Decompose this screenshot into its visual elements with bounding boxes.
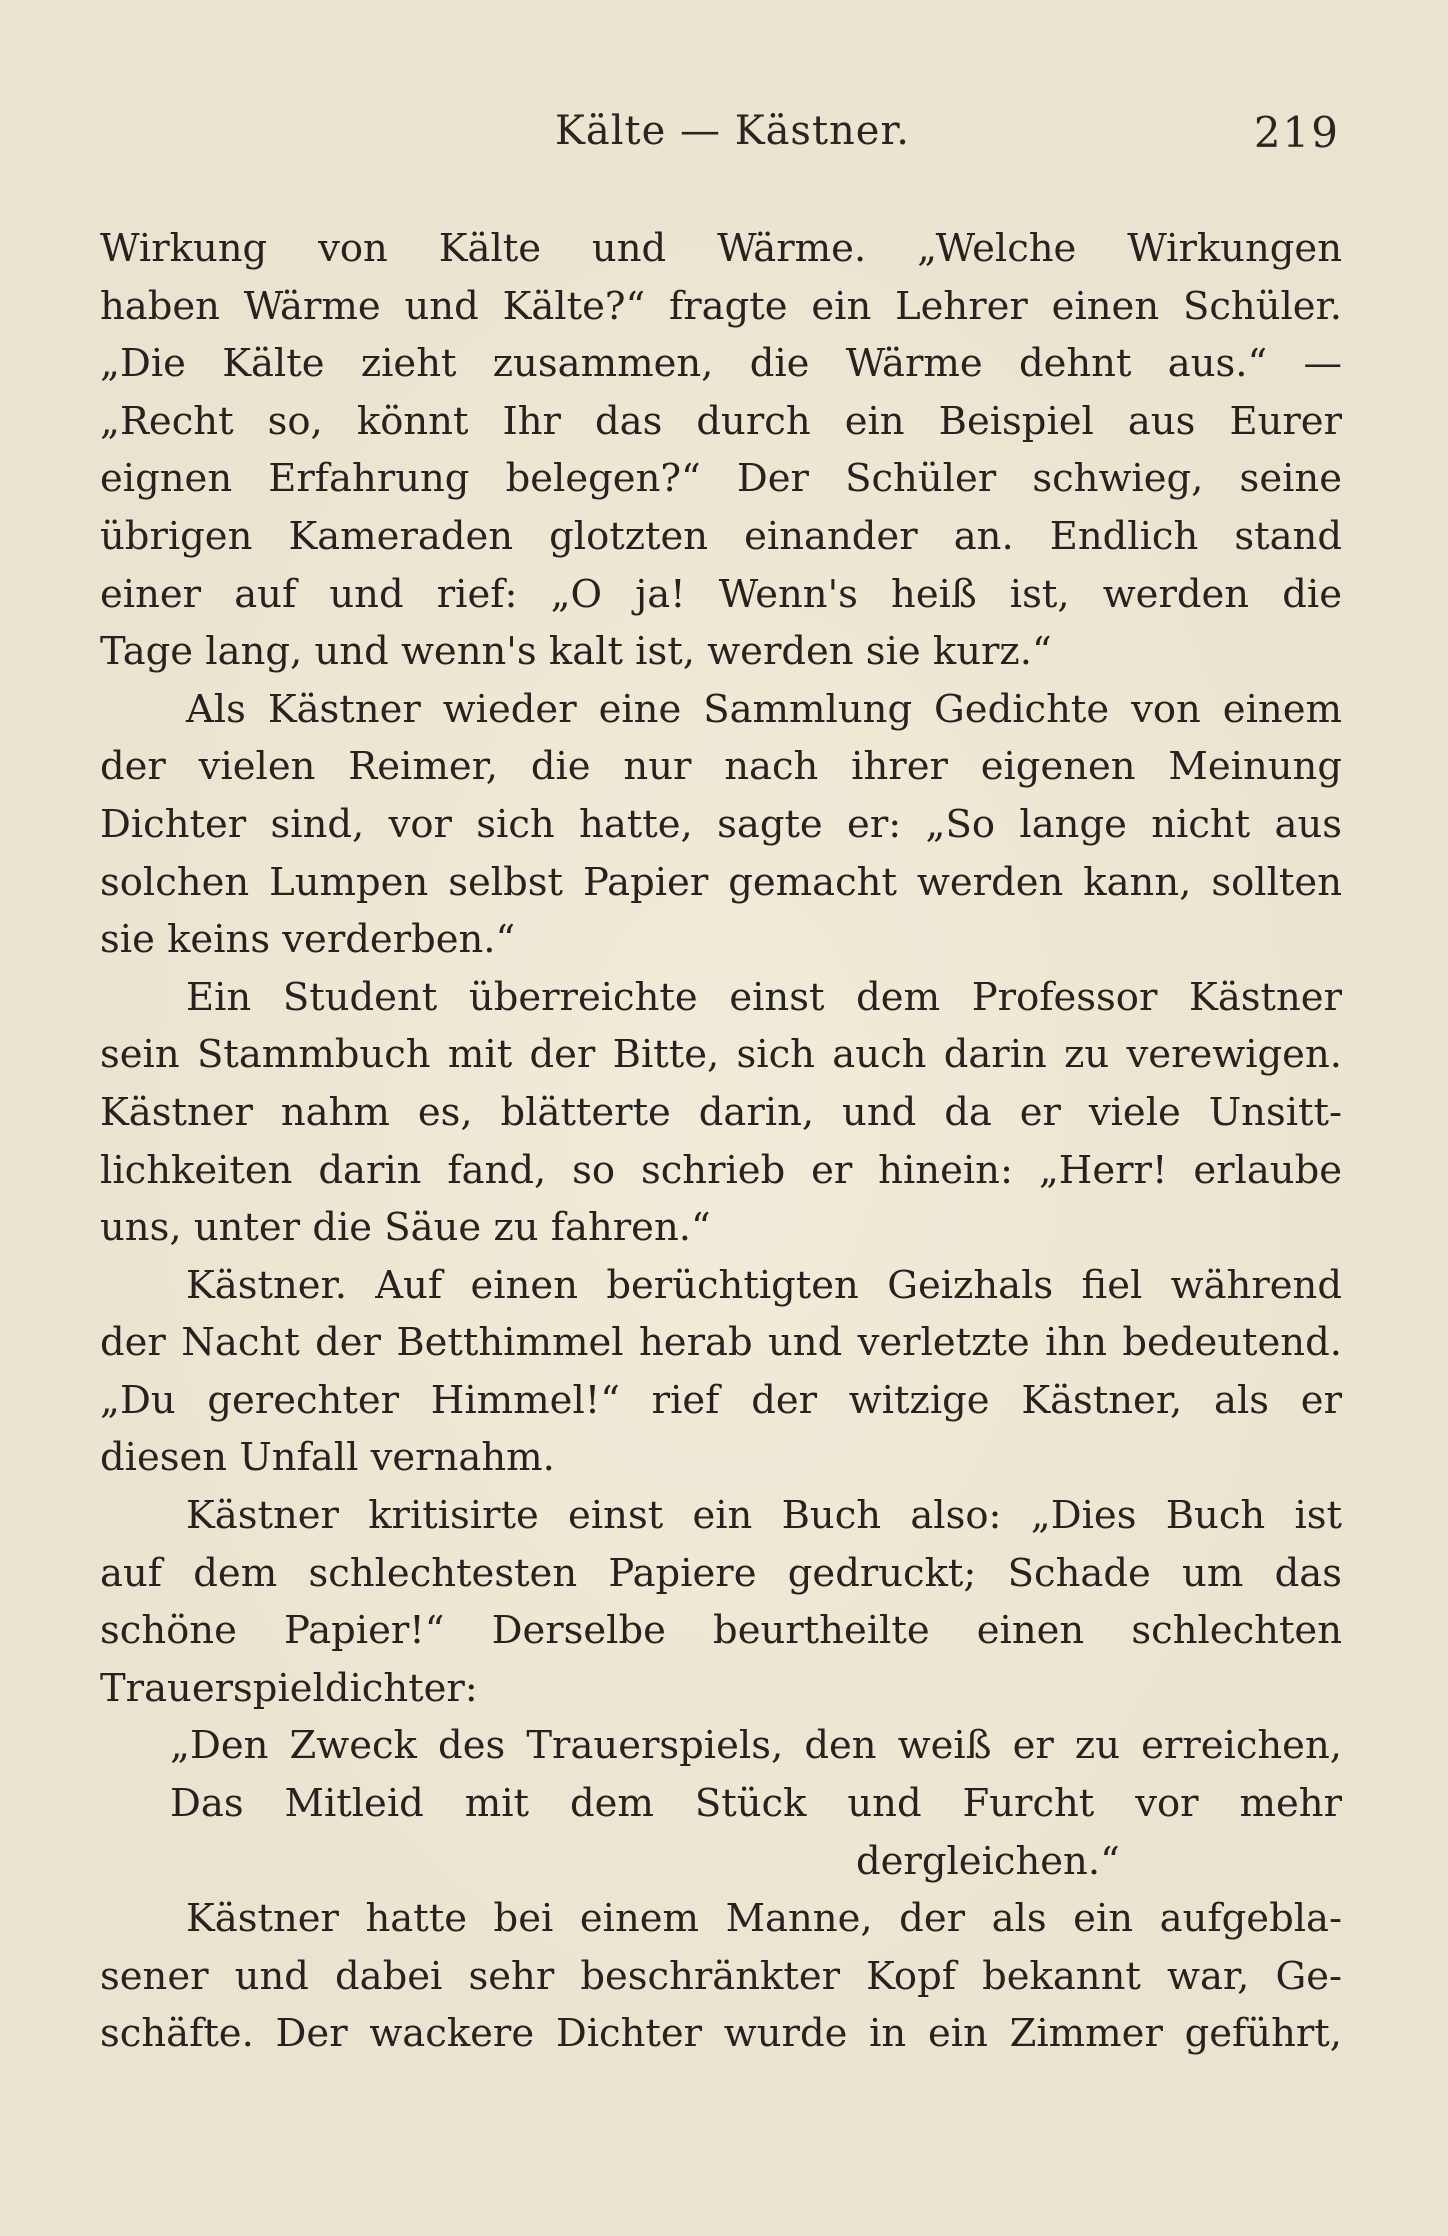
text-line: Kästner nahm es, blätterte darin, und da er viele Unsitt-	[100, 1089, 1342, 1135]
text-line: Kästner kritisirte einst ein Buch also: „Dies Buch ist	[186, 1493, 1342, 1539]
text-line: haben Wärme und Kälte?“ fragte ein Lehrer einen Schüler.	[100, 283, 1342, 329]
page-header	[100, 108, 1340, 168]
text-line: Dichter sind, vor sich hatte, sagte er: „So lange nicht aus	[100, 801, 1342, 847]
text-line: „Die Kälte zieht zusammen, die Wärme dehnt aus.“ —	[100, 341, 1342, 387]
text-line: der vielen Reimer, die nur nach ihrer eigenen Meinung	[100, 744, 1342, 790]
verse-line: dergleichen.“	[856, 1838, 1120, 1884]
text-line: Kästner. Auf einen berüchtigten Geizhals fiel während	[186, 1262, 1342, 1308]
running-head: Kälte — Kästner.	[555, 108, 910, 154]
text-line: Kästner hatte bei einem Manne, der als ein aufgebla-	[186, 1896, 1342, 1942]
text-line: sie keins verderben.“	[100, 917, 516, 963]
text-line: einer auf und rief: „O ja! Wenn's heiß ist, werden die	[100, 571, 1342, 617]
body-text	[100, 220, 1342, 2063]
text-line: Tage lang, und wenn's kalt ist, werden sie kurz.“	[100, 629, 1052, 675]
text-line: „Du gerechter Himmel!“ rief der witzige Kästner, als er	[100, 1377, 1342, 1423]
page-number: 219	[1253, 108, 1340, 157]
text-line: auf dem schlechtesten Papiere gedruckt; Schade um das	[100, 1550, 1342, 1596]
text-line: solchen Lumpen selbst Papier gemacht werden kann, sollten	[100, 859, 1342, 905]
text-line: sener und dabei sehr beschränkter Kopf bekannt war, Ge-	[100, 1953, 1342, 1999]
text-line: Trauerspieldichter:	[100, 1665, 478, 1711]
text-line: diesen Unfall vernahm.	[100, 1435, 555, 1481]
text-line: „Recht so, könnt Ihr das durch ein Beispiel aus Eurer	[100, 398, 1342, 444]
text-line: lichkeiten darin fand, so schrieb er hinein: „Herr! erlaube	[100, 1147, 1342, 1193]
text-line: sein Stammbuch mit der Bitte, sich auch darin zu verewigen.	[100, 1032, 1342, 1078]
text-line: Ein Student überreichte einst dem Professor Kästner	[186, 974, 1342, 1020]
text-line: schäfte. Der wackere Dichter wurde in ein Zimmer geführt,	[100, 2011, 1342, 2057]
text-line: Wirkung von Kälte und Wärme. „Welche Wirkungen	[100, 226, 1342, 271]
text-line: schöne Papier!“ Derselbe beurtheilte einen schlechten	[100, 1608, 1342, 1654]
text-line: übrigen Kameraden glotzten einander an. Endlich stand	[100, 513, 1342, 559]
verse-line: Das Mitleid mit dem Stück und Furcht vor mehr	[170, 1781, 1342, 1827]
text-line: uns, unter die Säue zu fahren.“	[100, 1205, 711, 1251]
text-line: der Nacht der Betthimmel herab und verletzte ihn bedeutend.	[100, 1320, 1342, 1366]
text-line: eignen Erfahrung belegen?“ Der Schüler schwieg, seine	[100, 456, 1342, 502]
verse-line: „Den Zweck des Trauerspiels, den weiß er zu erreichen,	[170, 1723, 1342, 1769]
text-line: Als Kästner wieder eine Sammlung Gedichte von einem	[186, 686, 1342, 732]
